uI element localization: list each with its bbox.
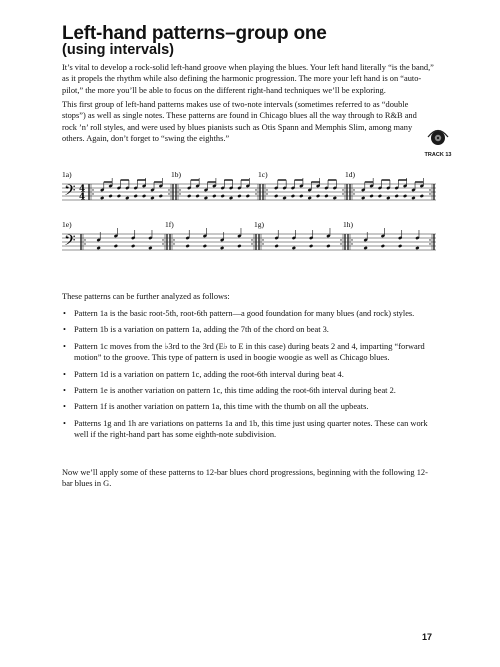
repeat-dot: [162, 243, 163, 244]
repeat-dot: [351, 243, 352, 244]
bass-clef-icon: 𝄢: [64, 182, 76, 203]
example-label: 1d): [345, 170, 355, 179]
note-head: [381, 244, 385, 248]
track-badge: [420, 128, 456, 158]
note-head: [203, 244, 207, 248]
note-head: [403, 194, 407, 198]
note-head: [220, 246, 224, 250]
repeat-dot: [340, 243, 341, 244]
note-head: [142, 194, 146, 198]
repeat-dot: [353, 189, 354, 190]
note-head: [291, 194, 295, 198]
repeat-dot: [162, 239, 163, 240]
note-head: [420, 194, 424, 198]
list-item: • Patterns 1g and 1h are variations on patterns 1a and 1b, this time just using quarter notes. These can work well if the right-hand part has some eighth-note subdivision.: [62, 418, 442, 441]
repeat-dot: [92, 193, 93, 194]
repeat-dot: [353, 193, 354, 194]
track-label: TRACK 13: [424, 152, 452, 158]
note-head: [150, 196, 154, 200]
note-head: [309, 244, 313, 248]
list-item: • Pattern 1a is the basic root-5th, root-6th pattern—a good foundation for many blues (and rock) styles.: [62, 308, 442, 319]
note-head: [274, 244, 278, 248]
page-title: Left-hand patterns–group one: [62, 23, 327, 44]
repeat-dot: [262, 243, 263, 244]
note-head: [108, 194, 112, 198]
repeat-dot: [179, 189, 180, 190]
repeat-dot: [173, 243, 174, 244]
staff-row-1: [62, 170, 436, 203]
note-head: [363, 246, 367, 250]
repeat-dot: [255, 193, 256, 194]
note-head: [395, 194, 399, 198]
example-label: 1b): [171, 170, 181, 179]
example-label: 1f): [165, 220, 174, 229]
repeat-dot: [251, 243, 252, 244]
note-head: [333, 196, 337, 200]
note-head: [308, 196, 312, 200]
repeat-dot: [429, 239, 430, 240]
repeat-dot: [266, 189, 267, 190]
note-head: [96, 246, 100, 250]
repeat-dot: [351, 239, 352, 240]
repeat-dot: [92, 189, 93, 190]
repeat-dot: [342, 189, 343, 190]
repeat-dot: [84, 243, 85, 244]
note-head: [292, 246, 296, 250]
note-head: [411, 196, 415, 200]
note-head: [274, 194, 278, 198]
bass-clef-icon: 𝄢: [64, 232, 76, 253]
time-signature-bottom: 4: [79, 192, 86, 203]
list-item: • Pattern 1e is another variation on pattern 1c, this time adding the root-6th interval during beat 2.: [62, 385, 442, 396]
note-head: [398, 244, 402, 248]
note-head: [326, 244, 330, 248]
note-head: [114, 244, 118, 248]
note-head: [148, 246, 152, 250]
example-label: 1g): [254, 220, 264, 229]
repeat-dot: [266, 193, 267, 194]
list-item: • Pattern 1f is another variation on pattern 1a, this time with the thumb on all the upbeats.: [62, 401, 442, 412]
list-item: • Pattern 1d is a variation on pattern 1c, adding the root-6th interval during beat 4.: [62, 369, 442, 380]
repeat-dot: [173, 239, 174, 240]
note-head: [369, 194, 373, 198]
page-subtitle: (using intervals): [62, 42, 174, 58]
note-head: [159, 194, 163, 198]
audio-track-icon: [425, 128, 451, 146]
note-head: [117, 194, 121, 198]
intro-paragraph-1: It’s vital to develop a rock-solid left-hand groove when playing the blues. Your left hand literally “is the band,” as it propels the rhythm while also defining the harmonic progression. The more your left hand is on “auto-pilot,” the more you’ll be able to focus on the different right-hand techniques we’ll be exploring.: [62, 63, 434, 95]
repeat-dot: [342, 193, 343, 194]
note-head: [237, 194, 241, 198]
repeat-dot: [429, 193, 430, 194]
repeat-dot: [340, 239, 341, 240]
note-head: [131, 244, 135, 248]
note-head: [195, 194, 199, 198]
note-head: [415, 246, 419, 250]
page-number: 17: [422, 632, 433, 642]
note-head: [134, 194, 138, 198]
staff-row-2: [62, 220, 436, 253]
example-label: 1e): [62, 220, 72, 229]
note-head: [100, 196, 104, 200]
note-head: [185, 244, 189, 248]
time-signature-top: 4: [79, 184, 86, 195]
note-head: [125, 196, 129, 200]
repeat-dot: [84, 239, 85, 240]
repeat-dot: [179, 193, 180, 194]
note-head: [204, 196, 208, 200]
note-head: [221, 194, 225, 198]
note-head: [316, 194, 320, 198]
analysis-intro: These patterns can be further analyzed as follows:: [62, 292, 230, 301]
note-head: [212, 194, 216, 198]
note-head: [246, 194, 250, 198]
example-label: 1c): [258, 170, 268, 179]
repeat-dot: [168, 193, 169, 194]
notation-examples: [0, 160, 500, 260]
pattern-analysis-list: [62, 303, 442, 441]
repeat-dot: [429, 189, 430, 190]
closing-paragraph: Now we’ll apply some of these patterns to 12-bar blues chord progressions, beginning with the following 12-bar blues in G.: [62, 468, 428, 489]
example-label: 1h): [343, 220, 353, 229]
repeat-dot: [429, 243, 430, 244]
note-head: [378, 194, 382, 198]
repeat-dot: [255, 189, 256, 190]
repeat-dot: [168, 189, 169, 190]
intro-paragraph-2: This first group of left-hand patterns makes use of two-note intervals (sometimes referred to as “double stops”) as well as single notes. These patterns are found in Chicago blues all the way through to R&B and rock ’n’ roll styles, and were used by blues pianists such as Otis Spann and Memphis Slim, among many others. Again, don’t forget to “swing the eighths.”: [62, 100, 417, 144]
note-head: [324, 194, 328, 198]
note-head: [187, 194, 191, 198]
note-head: [299, 194, 303, 198]
repeat-dot: [251, 239, 252, 240]
example-label: 1a): [62, 170, 72, 179]
repeat-dot: [262, 239, 263, 240]
note-head: [386, 196, 390, 200]
note-head: [237, 244, 241, 248]
list-item: • Pattern 1c moves from the ♭3rd to the 3rd (E♭ to E in this case) during beats 2 and 4, imparting “forward motion” to the groove. This type of pattern is used in boogie woogie as well as Chicago blues.: [62, 341, 442, 364]
list-item: • Pattern 1b is a variation on pattern 1a, adding the 7th of the chord on beat 3.: [62, 324, 442, 335]
note-head: [229, 196, 233, 200]
note-head: [282, 196, 286, 200]
note-head: [361, 196, 365, 200]
